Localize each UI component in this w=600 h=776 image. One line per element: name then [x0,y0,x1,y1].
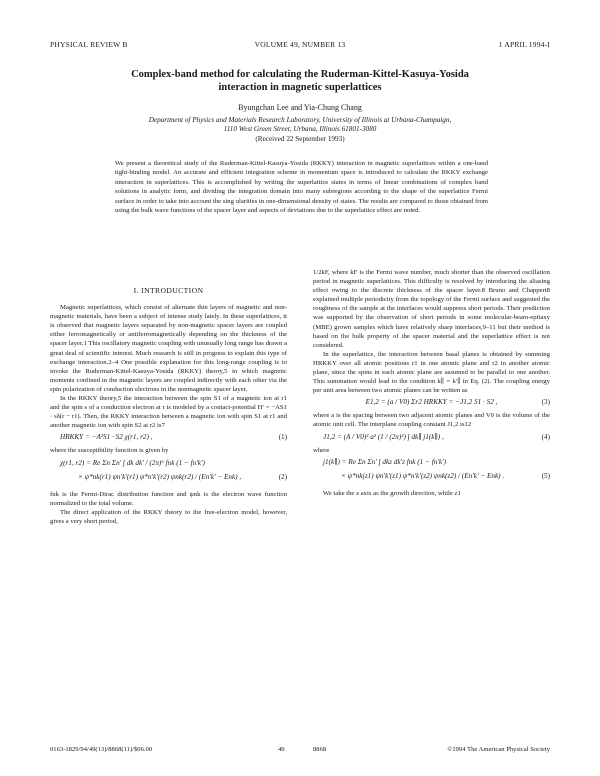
equation-body: E1,2 = (a / V0) Σr2 HRKKY = −J1,2 S1 · S2 , [365,398,498,407]
paper-title [70,68,530,94]
paragraph: 1/2kF, where kF is the Fermi wave number, much shorter than the observed oscillation period in magnetic superlattices. This difficulty is resolved by introducing the aliasing effect owing to the discrete thickness of the spacer layer.8 Bruno and Chappert8 explained multiple periodicity from the topology of the Fermi surface and suggested the roughness of the sample at the interfaces would suppress short periods. Their prediction was supported by the observation of short periods in some molecular-beam-epitaxy (MBE) grown samples which have relatively sharp interfaces,9–11 but their method is based on the bulk property of the spacer material and the superlattice effect is not considered. [313,269,550,349]
paragraph: We take the z axis as the growth direction, while z1 [323,489,461,497]
abstract: We present a theoretical study of the Ruderman-Kittel-Kasuya-Yosida (RKKY) interaction in magnetic superlattices within a one-band tight-binding model. An accurate and efficient integration scheme in momentum space is introduced to calculate the RKKY exchange interaction in superlattices. This is accomplished by writing the superlattice states in terms of linear combinations of complex band solutions in analytic form, and dividing the integration domain into many subregions according to the shape of the superlattice Fermi surface in order to take into account the sing ularities in one-dimensional density of states. The results are compared to those obtained from using the bulk wave functions of the spacer layer and aspects of deviations due to the superlattice effect are noted. [115,160,488,215]
paragraph: where the susceptibility function is given by [50,447,169,455]
page-footer [50,746,550,756]
equation-number: (3) [541,398,550,407]
equation-line: j1(k∥) = Re Σn Σn′ ∫ dkz dk′z fnk (1 − fn′k′) [323,457,447,466]
paragraph: In the superlattice, the interaction between basal planes is obtained by summing HRKKY over all atomic positions r1 in one atomic plane and r2 in another atomic plane, since the spins in each atomic plane are assumed to be parallel to one another. This summation would lead to the condition k∥ = k′∥ in Eq. (2). The coupling energy per unit area between two atomic planes can be written as [313,350,550,395]
paragraph: where [313,446,330,454]
left-column [50,286,287,526]
equation-line: χ(r1, r2) = Re Σn Σn′ ∫ dk dk′ / (2π)⁶ fnk (1 − fn′k′) [60,458,205,467]
paragraph: fnk is the Fermi-Dirac distribution function and ψnk is the electron wave function normalized to the total volume. [50,490,287,507]
equation-line: × ψ*nk(r1) ψn′k′(r1) ψ*n′k′(r2) ψnk(r2) / (En′k′ − Enk) , [78,472,242,481]
footer-page: 8868 [313,746,327,753]
equation-1 [50,430,287,446]
right-column [313,268,550,498]
affiliation-line: Department of Physics and Materials Research Laboratory, University of Illinois at Urbana-Champaign, [148,116,452,124]
footer-volume: 49 [278,746,285,753]
equation-3 [313,395,550,411]
paragraph: In the RKKY theory,5 the interaction between the spin S1 of a magnetic ion at r1 and the spin s of a conduction electron at r is modeled by a contact-potential H′ = −AS1 · sδ(r − r1). Then, the RKKY interaction between a magnetic ion with spin S1 at r1 and another magnetic ion with spin S2 at r2 is7 [50,395,287,430]
equation-number: (5) [541,471,550,480]
equation-number: (4) [541,432,550,441]
equation-2 [50,456,287,490]
received-date: (Received 22 September 1993) [255,134,345,143]
equation-5 [313,455,550,489]
equation-4 [313,430,550,446]
paragraph: Magnetic superlattices, which consist of alternate thin layers of magnetic and non-magnetic materials, have been a subject of intense study lately. In these superlattices, it is observed that magnetic layers separated by non-magnetic spacer layers are coupled either ferromagnetically or antiferromagnetically depending on the thickness of the spacer layer.1 This oscillatory magnetic coupling with unusually long range has drawn a great deal of scientific interest. Much research is still in progress to explain this type of exchange interaction.2–4 One possible explanation for this long-range coupling is to invoke the Ruderman-Kittel-Kasuya-Yosida (RKKY) theory,5 in which magnetic moments confined in the magnetic layers are coupled indirectly with each other via the spin polarization of conduction electrons in the nonmagnetic spacer layer. [50,304,287,393]
journal-name: PHYSICAL REVIEW B [50,40,128,49]
paragraph: where a is the spacing between two adjacent atomic planes and V0 is the volume of the atomic unit cell. The interplane coupling constant J1,2 is12 [313,412,550,429]
footer-copyright: ©1994 The American Physical Society [447,746,550,753]
title-line: Complex-band method for calculating the Ruderman-Kittel-Kasuya-Yosida [131,69,469,80]
running-header [50,40,550,52]
equation-body: J1,2 = (A / V0)² a² (1 / (2π)²) ∫ dk∥ j1(k∥) , [323,432,444,441]
affiliation [60,116,540,144]
equation-number: (1) [278,433,287,442]
equation-line: × ψ*nk(z1) ψn′k′(z1) ψ*n′k′(z2) ψnk(z2) / (En′k′ − Enk) . [341,471,505,480]
equation-body: HRKKY = −A²S1 · S2 χ(r1, r2) , [60,433,153,442]
volume-number: VOLUME 49, NUMBER 13 [254,40,346,49]
footer-code: 0163-1829/94/49(13)/8868(11)/$06.00 [50,746,153,753]
section-heading: I. INTRODUCTION [133,286,204,295]
title-line: interaction in magnetic superlattices [218,82,382,93]
equation-number: (2) [278,472,287,481]
issue-date: 1 APRIL 1994-I [498,40,550,49]
paragraph: The direct application of the RKKY theory to the free-electron model, however, gives a very short period, [50,508,287,525]
authors: Byungchan Lee and Yia-Chung Chang [238,103,362,112]
affiliation-line: 1110 West Green Street, Urbana, Illinois 61801-3080 [223,125,377,134]
